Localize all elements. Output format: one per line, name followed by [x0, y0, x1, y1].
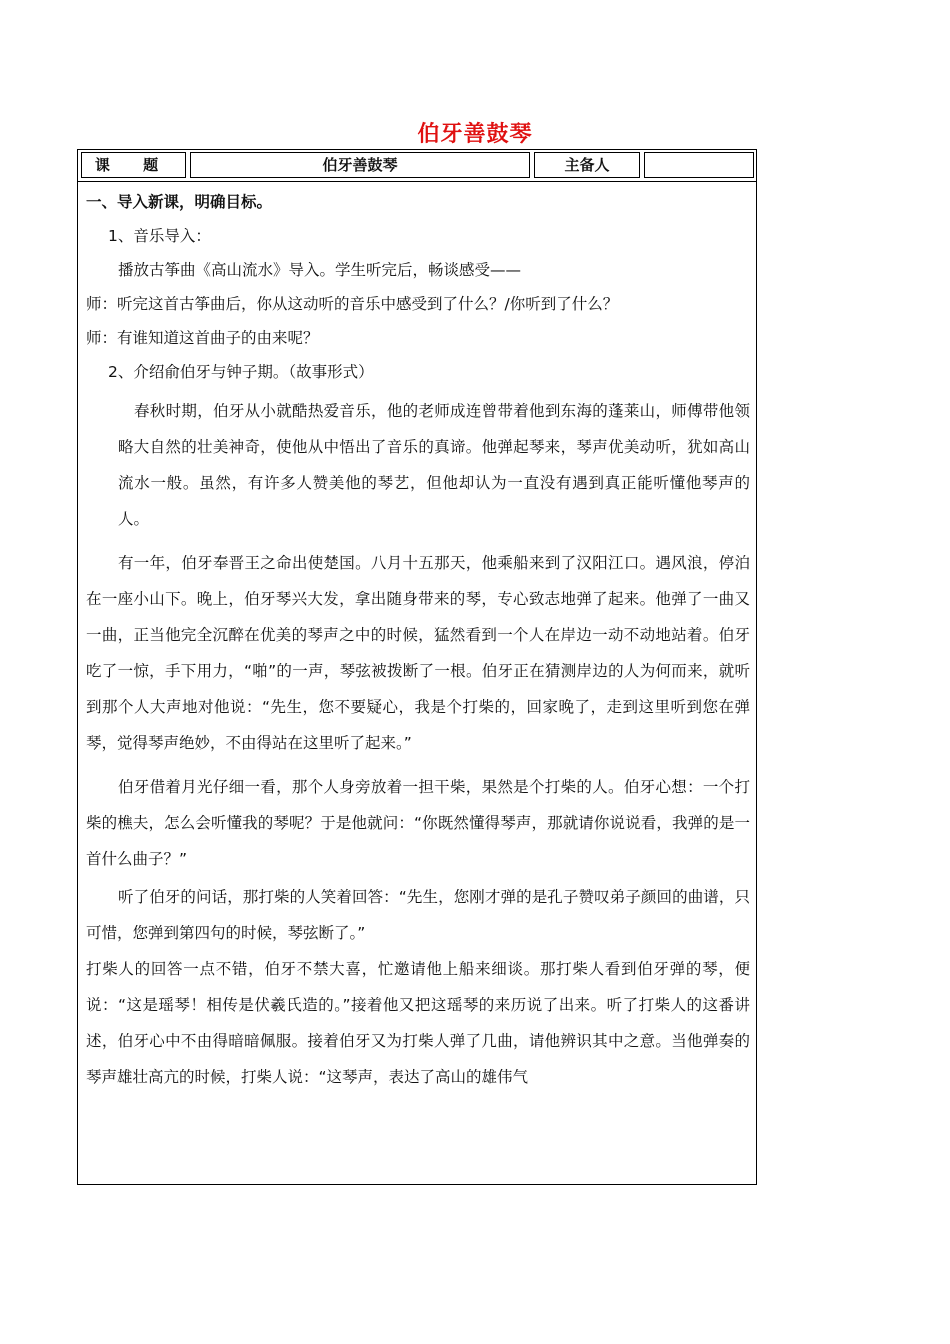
- table-header-row: [78, 150, 756, 182]
- subject-value: 伯牙善鼓琴: [190, 152, 530, 178]
- lesson-content: [86, 185, 750, 1095]
- document-title: 伯牙善鼓琴: [417, 122, 533, 147]
- lesson-table: [77, 149, 757, 1185]
- preparer-label: 主备人: [534, 152, 640, 178]
- story-paragraph-5: 打柴人的回答一点不错，伯牙不禁大喜，忙邀请他上船来细谈。那打柴人看到伯牙弹的琴，便说：“这是瑶琴！相传是伏羲氏造的。”接着他又把这瑶琴的来历说了出来。听了打柴人的这番讲述，伯牙心中不由得暗暗佩服。接着伯牙又为打柴人弹了几曲，请他辨识其中之意。当他弹奏的琴声雄壮高亢的时候，打柴人说：“这琴声，表达了高山的雄伟气: [86, 960, 750, 1086]
- story-paragraph-4: 听了伯牙的问话，那打柴的人笑着回答：“先生，您刚才弹的是孔子赞叹弟子颜回的曲谱，只可惜，您弹到第四句的时候，琴弦断了。”: [86, 888, 750, 942]
- preparer-value: [644, 152, 754, 178]
- item-music-intro: 1、音乐导入：: [108, 227, 211, 245]
- subject-label: 课 题: [81, 152, 186, 178]
- teacher-question-2: 师：有谁知道这首曲子的由来呢？: [86, 329, 319, 347]
- teacher-question-1: 师：听完这首古筝曲后，你从这动听的音乐中感受到了什么？/你听到了什么？: [86, 295, 619, 313]
- item-story-intro: 2、介绍俞伯牙与钟子期。（故事形式）: [108, 363, 374, 381]
- section-heading: 一、导入新课，明确目标。: [86, 193, 273, 211]
- story-paragraph-2: 有一年，伯牙奉晋王之命出使楚国。八月十五那天，他乘船来到了汉阳江口。遇风浪，停泊在一座小山下。晚上，伯牙琴兴大发，拿出随身带来的琴，专心致志地弹了起来。他弹了一曲又一曲，正当他完全沉醉在优美的琴声之中的时候，猛然看到一个人在岸边一动不动地站着。伯牙吃了一惊，手下用力，“啪”的一声，琴弦被拨断了一根。伯牙正在猜测岸边的人为何而来，就听到那个人大声地对他说：“先生，您不要疑心，我是个打柴的，回家晚了，走到这里听到您在弹琴，觉得琴声绝妙，不由得站在这里听了起来。”: [86, 554, 750, 752]
- story-paragraph-1: 春秋时期，伯牙从小就酷热爱音乐，他的老师成连曾带着他到东海的蓬莱山，师傅带他领略大自然的壮美神奇，使他从中悟出了音乐的真谛。他弹起琴来，琴声优美动听，犹如高山流水一般。虽然，有许多人赞美他的琴艺，但他却认为一直没有遇到真正能听懂他琴声的人。: [118, 402, 750, 528]
- story-paragraph-3: 伯牙借着月光仔细一看，那个人身旁放着一担干柴，果然是个打柴的人。伯牙心想：一个打柴的樵夫，怎么会听懂我的琴呢？于是他就问：“你既然懂得琴声，那就请你说说看，我弹的是一首什么曲子？”: [86, 778, 750, 868]
- intro-line: 播放古筝曲《高山流水》导入。学生听完后，畅谈感受——: [118, 261, 522, 279]
